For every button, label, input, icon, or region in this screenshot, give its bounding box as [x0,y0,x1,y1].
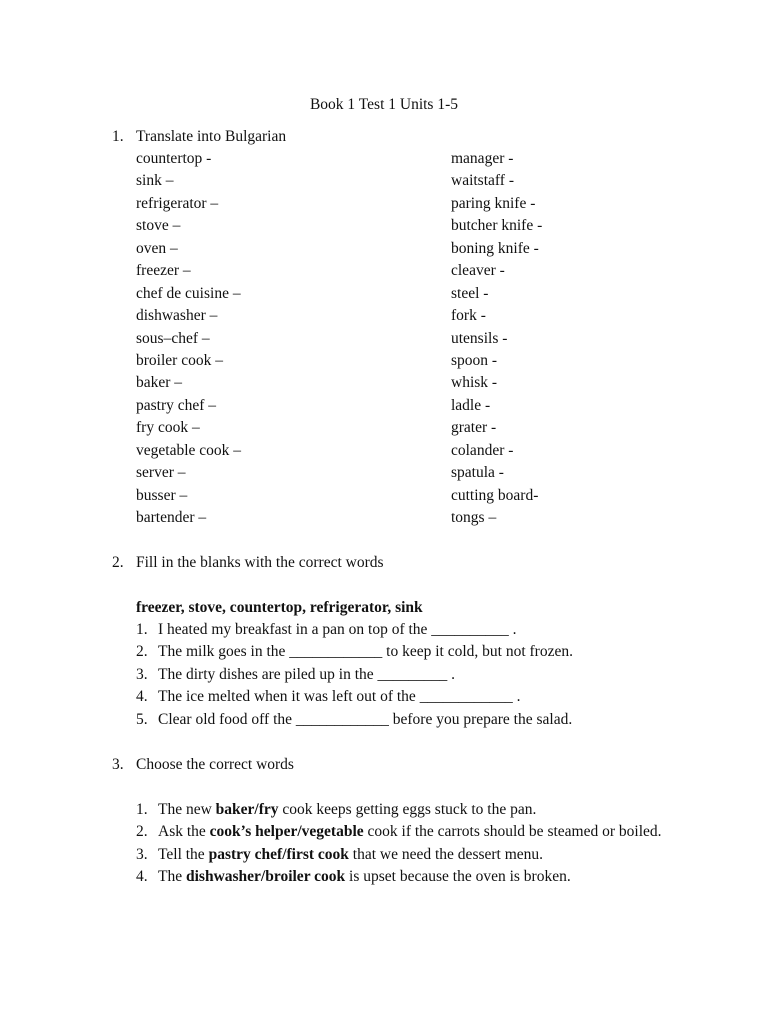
vocab-item: chef de cuisine – [136,284,241,302]
item-text [158,866,683,888]
item-number: 2. [136,823,148,841]
choose-words-list [136,799,683,889]
vocab-item: stove – [136,217,181,235]
item-text: The milk goes in the ____________ to keep it cold, but not frozen. [158,643,573,661]
vocab-item: freezer – [136,262,191,280]
vocab-item: bartender – [136,509,207,526]
vocab-item: utensils - [451,329,508,347]
item-text-post: cook keeps getting eggs stuck to the pan. [278,801,537,818]
vocab-item: ladle - [451,396,491,414]
item-text: The ice melted when it was left out of the ____________ . [158,688,521,706]
item-text: Clear old food off the ____________ before you prepare the salad. [158,710,573,728]
vocab-item: steel - [451,284,489,302]
vocab-item: broiler cook – [136,351,223,369]
vocab-item: tongs – [451,509,497,526]
test-title: Book 1 Test 1 Units 1-5 [309,96,459,113]
item-text-pre: Ask the [158,823,210,841]
vocab-item: cleaver - [451,262,505,280]
list-item [136,686,573,708]
item-text-post: that we need the dessert menu. [348,845,544,863]
list-item [136,709,573,731]
vocab-item: oven – [136,239,178,257]
vocab-item: boning knife - [451,239,539,257]
list-item [136,844,683,866]
vocab-item: dishwasher – [136,307,218,325]
choice-options: cook’s helper/vegetable [209,823,364,841]
choice-options: pastry chef/first cook [208,845,349,863]
vocab-item: spatula - [451,464,504,482]
vocab-item: countertop - [136,150,212,167]
section-3-heading: Choose the correct words [136,756,294,773]
vocab-item: refrigerator – [136,194,219,212]
vocab-item: busser – [136,486,188,504]
list-item [136,821,683,843]
vocab-list-left [136,148,241,529]
vocab-item: grater - [451,419,497,437]
vocab-item: colander - [451,441,514,459]
vocab-list-right [451,148,542,529]
vocab-item: pastry chef – [136,396,217,414]
item-text-pre: The [158,868,186,886]
item-number: 4. [136,868,148,886]
item-text-pre: The new [158,801,216,818]
item-text: I heated my breakfast in a pan on top of the __________ . [158,621,517,638]
vocab-item: server – [136,464,186,482]
item-number: 5. [136,710,148,728]
section-2-heading: Fill in the blanks with the correct words [136,554,384,571]
item-number: 3. [136,845,148,863]
vocab-item: vegetable cook – [136,441,242,459]
vocab-item: manager - [451,150,514,167]
item-text-pre: Tell the [158,845,209,863]
list-item [136,799,683,821]
item-text [158,821,683,843]
item-text [158,844,683,866]
vocab-item: fry cook – [136,419,200,437]
item-text: The dirty dishes are piled up in the _________ . [158,665,456,683]
fill-blanks-list [136,619,573,731]
vocab-item: sink – [136,172,174,190]
vocab-item: whisk - [451,374,498,392]
item-text [158,799,683,821]
list-item [136,641,573,663]
list-item [136,619,573,641]
list-item [136,866,683,888]
section-1-number: 1. [112,128,124,145]
word-bank: freezer, stove, countertop, refrigerator, sink [136,599,423,616]
item-number: 1. [136,801,148,818]
section-1-heading: Translate into Bulgarian [136,128,287,145]
vocab-item: waitstaff - [451,172,514,190]
item-number: 4. [136,688,148,706]
section-2-number: 2. [112,554,124,571]
vocab-item: cutting board- [451,486,539,504]
item-number: 2. [136,643,148,661]
choice-options: baker/fry [215,801,279,818]
vocab-item: spoon - [451,351,498,369]
vocab-item: baker – [136,374,183,392]
vocab-item: butcher knife - [451,217,543,235]
section-3-number: 3. [112,756,124,773]
item-number: 3. [136,665,148,683]
item-number: 1. [136,621,148,638]
item-text-post: is upset because the oven is broken. [345,868,571,886]
vocab-item: paring knife - [451,194,536,212]
list-item [136,664,573,686]
vocab-item: sous–chef – [136,329,210,347]
vocab-item: fork - [451,307,486,325]
item-text-post: cook if the carrots should be steamed or boiled. [363,823,662,841]
choice-options: dishwasher/broiler cook [185,868,346,886]
